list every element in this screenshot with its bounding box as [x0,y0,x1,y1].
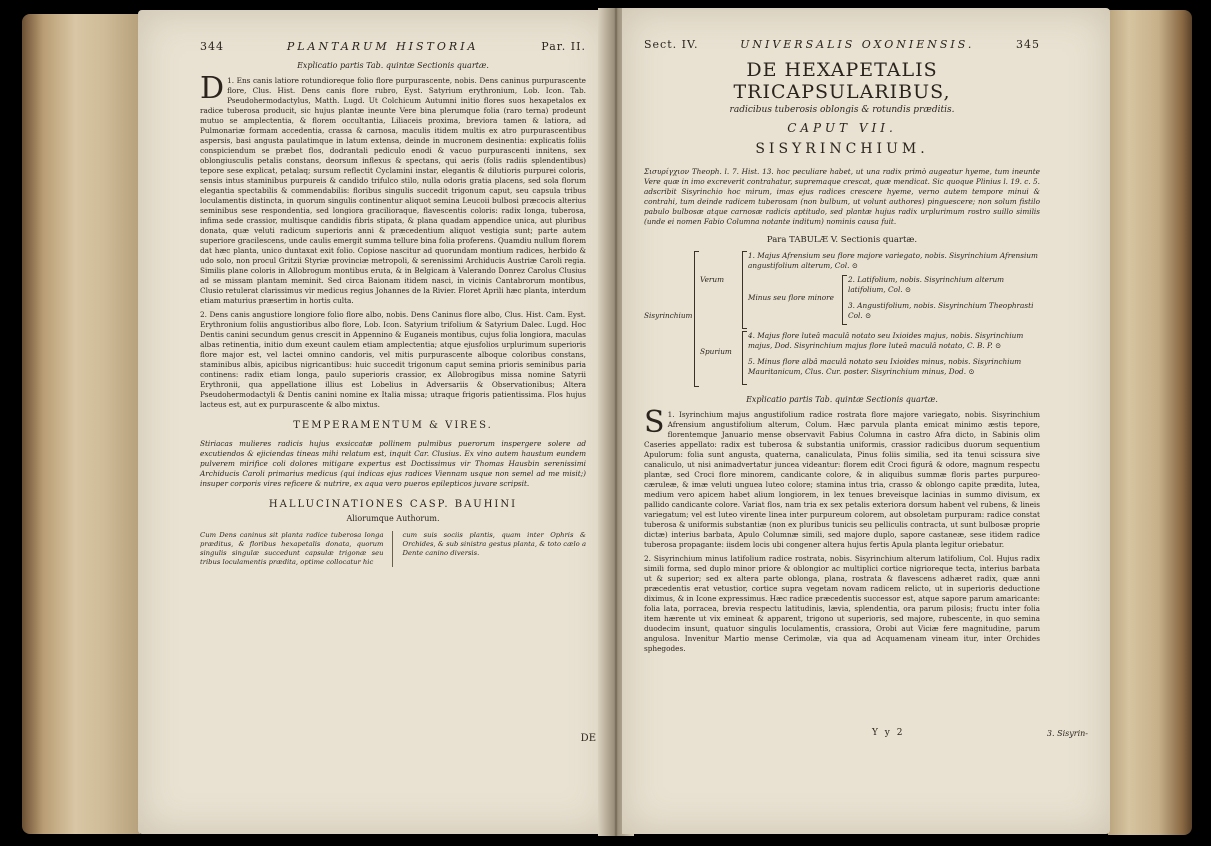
signature-mark: Y y 2 [872,728,905,738]
tree-entry-3: 3. Angustifolium, nobis. Sisyrinchium Theophrasti Col. ⊙ [848,301,1034,320]
tree-verum: Verum [700,275,725,284]
right-paragraph-1 [644,405,1040,550]
left-part-label: Par. II. [541,40,586,53]
tree-entry-4: 4. Majus flore luteâ maculâ notato seu Ixioides majus, nobis. Sisyrinchium majus, Dod. Sisyrinchium majus flore luteâ maculâ notato, C. B. P. ⊙ [748,331,1024,350]
tree-entry-5: 5. Minus flore albâ maculâ notato seu Ixioides minus, nobis. Sisyrinchium Mauritanicum, Clus. Cur. poster. Sisyrinchium minus, Dod. ⊙ [748,357,1022,376]
right-catchword: 3. Sisyrin- [1046,729,1088,738]
right-paragraph-2: 2. Sisyrinchium minus latifolium radice rostrata, nobis. Sisyrinchium alterum latifolium, Col. Hujus radix simili forma, sed duplo minor priore & oblongior ac multiplici cortice nigrioreque tecta, interius barbata ut & superior; sed ex altera parte oblonga, plana, rostrata & flavescens adhæret radix, quæ anni præcedentis erat vetustior, cortice supra vegetam novam radicem relicto, ut in superioris deductione diximus, & in Icone expressimus. Hæc radice præcedentis successor est, atque sapore parum amaricante: folia lata, porracea, brevia respectu latitudinis, lævia, splendentia, ora parum pilosis; fructu inter folia item hærente ut vix emineat & apparent, trigono ut superioris, sed majore, rubescente, in quo semina duodecim insunt, quatuor singulis loculamentis, crassiora, Orobi aut Viciæ fere magnitudine, parum angulosa. Invenitur Martio mense Cerimolæ, via qua ad Acquamenam vineam itur, inter Orchides sphegodes. [644,554,1040,653]
tree-entry-2: 2. Latifolium, nobis. Sisyrinchium alterum latifolium, Col. ⊙ [848,275,1005,294]
hallucinationes-heading: HALLUCINATIONES CASP. BAUHINI [268,499,518,510]
right-section-label: Sect. IV. [644,38,699,51]
tree-brace-verum [742,251,747,329]
tree-brace-genus [694,251,699,387]
left-caption: Explicatio partis Tab. quintæ Sectionis quartæ. [297,61,489,70]
right-running-head [644,38,1040,51]
main-subtitle: radicibus tuberosis oblongis & rotundis præditis. [729,105,955,115]
right-dropcap: S [644,405,665,440]
temperamentum-heading: TEMPERAMENTUM & VIRES. [293,420,493,431]
right-page-edges [1108,10,1192,835]
left-paragraph-2: 2. Dens canis angustiore longiore folio flore albo, nobis. Dens Caninus flore albo, Clus. Hist. Cam. Eyst. Erythronium foliis angustioribus albo flore, Lob. Icon. Satyrium trifolium & Satyrium Dalec. Lugd. Hoc Dentis canini secundum genus crescit in Appennino & Euganeis montibus, cujus folia longiora, maculas albas retinentia, initio dum exeunt caulem etiam amplectentia; atque ejusfolios urplurimum superioris flore major est, vel lactei omnino candoris, vel mitis purpurascente alboque coloribus constans, staminibus albis, apicibus nigricantibus: huic succedit trigonum caput semina prioris seminibus paria continens: radix etiam longa, paulo superioris crassior, ex Allobrogibus missa nomine Satyrii Erythronii, qua appellatione illius est Lobelius in Adversariis & Observationibus; Altera Pseudohermodactyli & Dentis canini nomine ex Italia missa; utraque frigoris patientissima. Flos hujus lacteus est, aut ex purpurascente & albo mixtus. [200,310,586,409]
hallucinationes-subheading: Aliorumque Authorum. [346,514,440,523]
right-caption: Explicatio partis Tab. quintæ Sectionis quartæ. [746,395,938,404]
tree-brace-spurium [742,331,747,385]
tree-minus-seu: Minus seu flore minore [748,293,834,302]
tree-genus: Sisyrinchium [644,311,693,320]
right-page-number: 345 [1016,38,1040,51]
left-catchword: DE [580,733,596,744]
hallucinationes-col-1: Cum Dens caninus sit planta radice tuberosa longa præditus, & floribus hexapetalis donata, quorum singulis singulæ succedunt capsulæ trigonæ seu tribus loculamentis prædita, optime collocatur hic [200,531,393,567]
left-paragraph-1-text: 1. Ens canis latiore rotundioreque folio flore purpurascente, nobis. Dens caninus purpurascente flore, Clus. Hist. Dens canis flore rubro, Eyst. Satyrium erythronium, Lob. Icon. Tab. Pseudohermodactylus, Matth. Lugd. Ut Colchicum Autumni initio flores suos hexapetalos ex radice tuberosa producit, sic hujus plantæ ineunte Vere bina plerumque folia (raro terna) prodeunt mutuo se amplectentia, & florem occultantia, Liliaceis proxima, breviora tamen & latiora, ad Pulmonariæ formam accedentia, crassa & carnosa, maculis itidem multis ex atro purpurascentibus aspersis, basi angusta paulatimque in latum extensa, deinde in mucronem desinentia: explicatis foliis conspiciendum se præbet flos, dodrantali pediculo enodi & vacuo purpurascenti innitens, sex oblongiusculis petalis constans, deorsum inflexus & spectans, qui aeris (folis radiis splendentibus) tepore sese explicat, petalaq; sursum reflectit Cyclamini instar, elegantis & dilutioris purpurei coloris, sensis intus staminibus purpureis & candido trifulco stilo, nulla odoris gratia placens, sed sola florum elegantia spectabilis & commendabilis: floribus singulis succedit trigonum caput, seu capsula tribus loculamentis distincta, in quorum singulis continentur aliquot semina Leucoii bulbosi præcocis alterius seminibus sese respondentia, sed longiora gracilioraque, flavescentis coloris: radix longa, tuberosa, infima sede crassior, multisque candidis fibris stipata, & plana quadam appendice unica, aut pluribus donata, quæ veluti radicum superioris anni & præcedentium aliquot vestigia sunt; parte autem superiore gracilescens, unde caulis emergit summa tellure bina folia proferens. Quamdiu nullum florem dat hæc planta, unico duntaxat exit folio. Copiose nascitur ad quorundam montium radices, herbido & udo solo, non procul Gritzii Styriæ provinciæ metropoli, & serenissimi Archiducis Austriæ Caroli regia. Similis plane coloris in Allobrogum montibus eruta, & in Belgicam à Valerando Donrez Carolus Clusius ad se missam plantam meminit. Sed circa Baionam itidem nasci, in vicinis Cantabrorum montibus, Clusio retulerat clarissimus vir medicus regius Johannes de la Rivier. Floret Aprili hæc planta, interdum etiam maturius præsertim in hortis culta. [200,76,586,305]
tree-spurium: Spurium [700,347,732,356]
caput-label: CAPUT VII. [787,121,897,135]
right-running-title: UNIVERSALIS OXONIENSIS. [740,38,975,51]
left-page [138,10,610,834]
right-intro: Σισυρίγχιον Theoph. l. 7. Hist. 13. hoc peculiare habet, ut una radix primò augeatur hyeme, tum ineunte Vere quæ in imo excreverit contrahatur, supremaque crescat, quæ mendicat. Sic quoque Plinius l. 19. c. 5. adscribit Sisyrinchio hoc mirum, imas ejus radices crescere hyeme, verno autem tempore minui & contrahi, tum deinde radicem tuberosam (non bulbum, ut volunt authores) pinguescere; non solum fistilo pabulo bulbosæ atque carnosæ radicis aptitudo, sed plantæ hujus radix urplurimum rostro suillo similis (unde ei nomen Fabio Columna notante inditum) nominis causa fuit. [644,167,1040,226]
left-running-title: PLANTARUM HISTORIA [286,40,479,53]
right-paragraph-1-text: 1. Isyrinchium majus angustifolium radice rostrata flore majore variegato, nobis. Sisyrinchium Afrensium angustifolium alterum, Colum. Hæc parvula planta emicat minimo æstis tepore, florentemque Januario mense observavit Fabius Columna in castro Afra dicto, in Sabinis olim Caseries appellato: radix est tuberosa & substantia uniformis, crassior radicibus duorum sequentium Apulorum: folia sunt angusta, quaterna, canaliculata, Pinus foliis similia, sed ita tenui scissura sive canaliculo, ut nisi animadvertatur juncea videantur: florem edit Croci figurâ & odore, magnum respectu plantæ, sed Croci flore minorem, candicante colore, & in aliquibus summæ floris partes purpureo-cæruleæ, & imæ veluti unguea luteo colore; stamina intus tria, crasso & oblongo capite prædita, lutea, medium vero apicem habet alium longiorem, in lex tenues breveisque lacinias in summo divisum, ex pallido candicante colore. Variat flos, nam tria ex sex petalis exteriora dorsum habent vel rubens, & lineis variegatum; vel est luteo virente linea inter purpureum colorem, aut obsoletam purpuram: radice constat tuberosa & uniformis substantiæ (non ex pluribus tunicis seu pelliculis contracta, ut sunt bulbosæ proprie dictæ) interius barbata, Apulo Columnæ simili, sed majore duplo, sapore castaneæ, sese itidem radice tuberosa propagante: iisdem locis ubi congener altera hujus fertis Apula planta legitur oriebatur. [644,410,1040,549]
main-title: DE HEXAPETALIS TRICAPSULARIBUS, [733,59,951,103]
tree-brace-minus [842,275,847,325]
hallucinationes-columns [200,531,586,567]
left-page-edges [22,14,140,834]
chapter-title: SISYRINCHIUM. [755,141,929,157]
table-heading: Para TABULÆ V. Sectionis quartæ. [766,235,918,245]
left-dropcap: D [200,71,225,106]
tree-entry-1: 1. Majus Afrensium seu flore majore variegato, nobis. Sisyrinchium Afrensium angustifolium alterum, Col. ⊙ [748,251,1038,270]
right-page [622,8,1110,834]
classification-tree [644,249,1040,389]
left-page-number: 344 [200,40,224,53]
temperamentum-text: Stiriacas mulieres radicis hujus exsiccatæ pollinem pulmibus puerorum inspergere solere ad excutiendos & ejiciendas tineas mihi relatum est, inquit Car. Clusius. Ex vino autem haustum eundem pulverem mirifice coli dolores mitigare expertus est Doctissimus vir Thomas Hausbin serenissimi Archiducis Caroli primarius medicus (qui indicas ejus radices Viennam usque non semel ad me misit;) insuper corporis vires reficere & nutrire, ex aqua vero pueros epilepticos juvare scripsit. [200,439,586,488]
left-running-head [200,40,586,53]
hallucinationes-col-2: cum suis sociis plantis, quam inter Ophris & Orchides, & sub sinistra gestus planta, & toto cælo a Dente canino diversis. [402,531,586,557]
left-paragraph-1 [200,71,586,306]
